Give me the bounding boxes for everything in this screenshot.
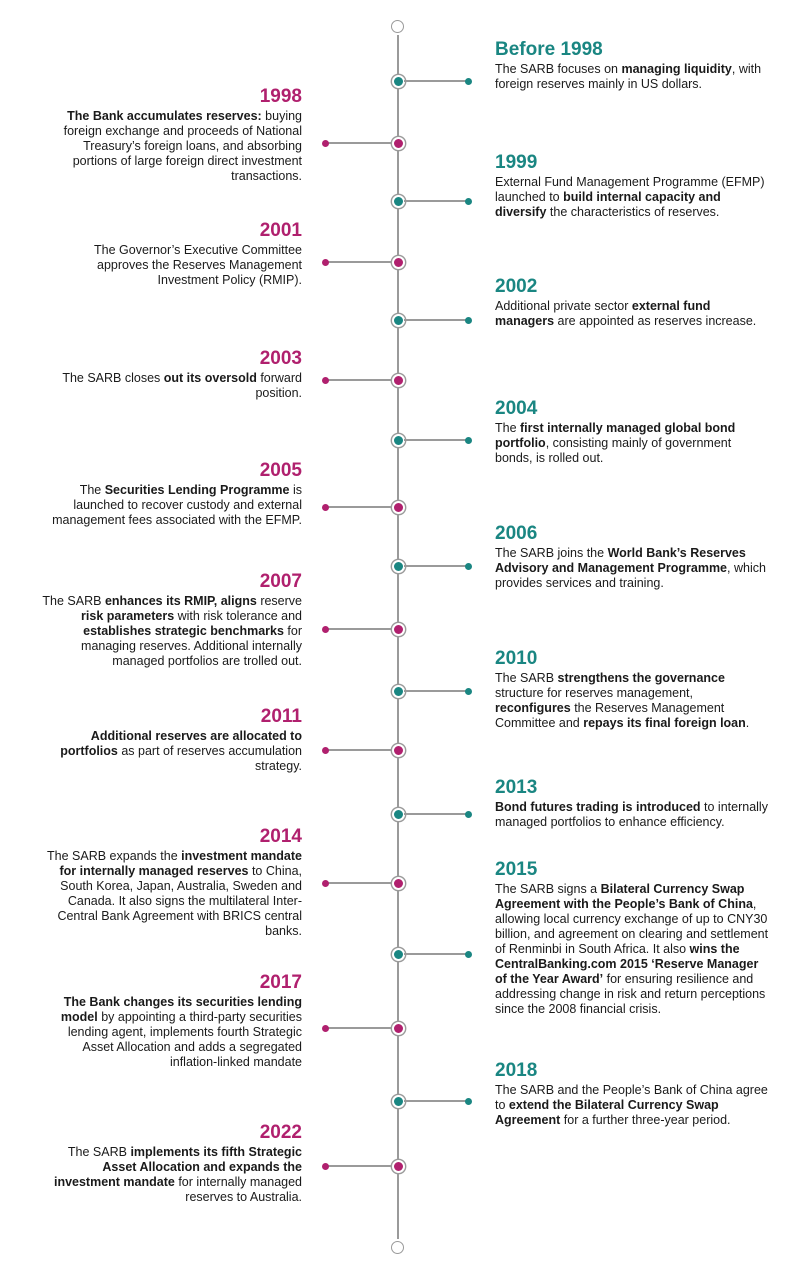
timeline-entry bbox=[40, 826, 302, 939]
connector-dot bbox=[322, 747, 329, 754]
event-description bbox=[40, 1145, 302, 1205]
event-description bbox=[495, 546, 770, 591]
event-description bbox=[40, 729, 302, 774]
event-year: 2017 bbox=[259, 972, 302, 993]
emphasis-text: Securities Lending Programme bbox=[104, 483, 290, 497]
event-year: 2007 bbox=[259, 571, 302, 592]
timeline-entry bbox=[495, 398, 770, 466]
connector-line bbox=[328, 142, 392, 143]
event-year: 2010 bbox=[495, 648, 538, 669]
event-year: 2003 bbox=[259, 348, 302, 369]
timeline-entry bbox=[495, 859, 770, 1017]
body-text: The SARB bbox=[42, 594, 105, 608]
event-description bbox=[495, 175, 770, 220]
event-year: Before 1998 bbox=[495, 39, 603, 60]
event-year: 2006 bbox=[495, 523, 538, 544]
timeline-entry bbox=[495, 276, 770, 329]
connector-dot bbox=[465, 317, 472, 324]
event-year: 2011 bbox=[260, 706, 302, 727]
body-text: The SARB expands the bbox=[47, 849, 182, 863]
timeline-entry bbox=[40, 348, 302, 401]
timeline-node-2018 bbox=[392, 1095, 405, 1108]
event-year: 1999 bbox=[495, 152, 538, 173]
body-text: forward position. bbox=[255, 371, 302, 400]
connector-dot bbox=[322, 1025, 329, 1032]
event-description bbox=[495, 421, 770, 466]
body-text: The bbox=[495, 421, 521, 435]
body-text: , allowing local currency exchange of up to CNY30 billion, and agreement on clearing and settlement of Renminbi in South Africa. It also bbox=[495, 897, 769, 956]
timeline-node-2011 bbox=[392, 744, 405, 757]
body-text: for ensuring resilience and addressing change in risk and return perceptions since the 2008 financial crisis. bbox=[495, 972, 766, 1016]
timeline-node-2002 bbox=[392, 314, 405, 327]
emphasis-text: extend the Bilateral Currency Swap Agreement bbox=[495, 1098, 719, 1127]
event-description bbox=[40, 995, 302, 1070]
connector-line bbox=[404, 813, 468, 814]
timeline-node-2001 bbox=[392, 256, 405, 269]
connector-line bbox=[328, 506, 392, 507]
timeline-node-2015 bbox=[392, 948, 405, 961]
event-year: 2015 bbox=[495, 859, 538, 880]
timeline-entry bbox=[495, 1060, 770, 1128]
body-text: buying foreign exchange and proceeds of National Treasury’s foreign loans, and absorbing portions of large foreign direct investment transactions. bbox=[63, 109, 302, 183]
timeline-node-2005 bbox=[392, 501, 405, 514]
body-text: , consisting mainly of government bonds, is rolled out. bbox=[495, 436, 732, 465]
body-text: , with foreign reserves mainly in US dollars. bbox=[495, 62, 762, 91]
timeline-axis bbox=[397, 35, 399, 1239]
connector-line bbox=[404, 690, 468, 691]
body-text: for managing reserves. Additional internally managed portfolios are trolled out. bbox=[81, 624, 302, 668]
connector-dot bbox=[465, 563, 472, 570]
connector-dot bbox=[322, 377, 329, 384]
body-text: The SARB closes bbox=[62, 371, 164, 385]
event-description bbox=[495, 882, 770, 1017]
connector-line bbox=[404, 200, 468, 201]
emphasis-text: Additional reserves are allocated to portfolios bbox=[60, 729, 302, 758]
connector-dot bbox=[465, 951, 472, 958]
emphasis-text: The Bank accumulates reserves: bbox=[67, 109, 262, 123]
emphasis-text: external fund managers bbox=[495, 299, 711, 328]
emphasis-text: out its oversold bbox=[163, 371, 257, 385]
body-text: The SARB focuses on bbox=[495, 62, 622, 76]
event-year: 2001 bbox=[259, 220, 302, 241]
timeline-entry bbox=[40, 571, 302, 669]
timeline-entry bbox=[40, 972, 302, 1070]
timeline-node-before-1998 bbox=[392, 75, 405, 88]
timeline-entry bbox=[495, 777, 770, 830]
connector-line bbox=[404, 319, 468, 320]
body-text: External Fund Management Programme (EFMP) launched to bbox=[495, 175, 765, 204]
event-description bbox=[40, 243, 302, 288]
body-text: for internally managed reserves to Australia. bbox=[174, 1175, 302, 1204]
emphasis-text: reconfigures bbox=[495, 701, 571, 715]
connector-dot bbox=[322, 504, 329, 511]
event-year: 2018 bbox=[495, 1060, 538, 1081]
connector-line bbox=[328, 628, 392, 629]
body-text: The SARB and the People’s Bank of China agree to bbox=[495, 1083, 768, 1112]
timeline-entry bbox=[495, 523, 770, 591]
event-description bbox=[40, 849, 302, 939]
emphasis-text: establishes strategic benchmarks bbox=[83, 624, 284, 638]
body-text: to China, South Korea, Japan, Australia, Sweden and Canada. It also signs the multilateral Inter-Central Bank Agreement with BRICS central banks. bbox=[57, 864, 302, 938]
connector-dot bbox=[322, 140, 329, 147]
emphasis-text: wins the CentralBanking.com 2015 ‘Reserve Manager of the Year Award’ bbox=[495, 942, 759, 986]
body-text: The SARB joins the bbox=[495, 546, 608, 560]
connector-dot bbox=[465, 198, 472, 205]
connector-dot bbox=[322, 259, 329, 266]
emphasis-text: strengthens the governance bbox=[557, 671, 725, 685]
timeline-node-2014 bbox=[392, 877, 405, 890]
connector-line bbox=[328, 261, 392, 262]
timeline-node-2010 bbox=[392, 685, 405, 698]
connector-line bbox=[328, 1027, 392, 1028]
timeline-entry bbox=[40, 86, 302, 184]
connector-dot bbox=[465, 1098, 472, 1105]
body-text: the Reserves Management Committee and bbox=[495, 701, 725, 730]
timeline-start-circle bbox=[391, 20, 404, 33]
body-text: The SARB bbox=[67, 1145, 131, 1159]
timeline-entry bbox=[495, 648, 770, 731]
body-text: The SARB bbox=[495, 671, 558, 685]
timeline-node-2013 bbox=[392, 808, 405, 821]
body-text: are appointed as reserves increase. bbox=[554, 314, 757, 328]
event-description bbox=[495, 62, 770, 92]
event-description bbox=[495, 299, 770, 329]
emphasis-text: build internal capacity and diversify bbox=[495, 190, 721, 219]
connector-line bbox=[404, 565, 468, 566]
emphasis-text: investment mandate for internally managed reserves bbox=[59, 849, 302, 878]
event-description bbox=[40, 371, 302, 401]
emphasis-text: The Bank changes its securities lending model bbox=[60, 995, 302, 1024]
timeline-entry bbox=[40, 706, 302, 774]
event-description bbox=[40, 483, 302, 528]
event-description bbox=[40, 109, 302, 184]
event-year: 1998 bbox=[259, 86, 302, 107]
body-text: Additional private sector bbox=[495, 299, 632, 313]
timeline-node-1999 bbox=[392, 195, 405, 208]
connector-line bbox=[404, 439, 468, 440]
event-year: 2002 bbox=[495, 276, 538, 297]
emphasis-text: implements its fifth Strategic Asset Allocation and expands the investment mandate bbox=[53, 1145, 302, 1189]
connector-line bbox=[404, 953, 468, 954]
connector-dot bbox=[465, 78, 472, 85]
timeline-node-2017 bbox=[392, 1022, 405, 1035]
emphasis-text: Bilateral Currency Swap Agreement with the People’s Bank of China bbox=[495, 882, 753, 911]
event-description bbox=[495, 800, 770, 830]
timeline-entry bbox=[40, 220, 302, 288]
event-description bbox=[40, 594, 302, 669]
connector-line bbox=[328, 379, 392, 380]
timeline-node-2006 bbox=[392, 560, 405, 573]
emphasis-text: managing liquidity bbox=[621, 62, 732, 76]
event-year: 2005 bbox=[259, 460, 302, 481]
body-text: The bbox=[79, 483, 105, 497]
body-text: as part of reserves accumulation strategy. bbox=[117, 744, 302, 773]
emphasis-text: repays its final foreign loan bbox=[583, 716, 746, 730]
event-year: 2013 bbox=[495, 777, 538, 798]
body-text: the characteristics of reserves. bbox=[546, 205, 720, 219]
timeline-entry bbox=[40, 460, 302, 528]
timeline-end-circle bbox=[391, 1241, 404, 1254]
body-text: is launched to recover custody and external management fees associated with the EFMP. bbox=[52, 483, 302, 527]
body-text: The SARB signs a bbox=[495, 882, 601, 896]
connector-line bbox=[328, 749, 392, 750]
event-year: 2004 bbox=[495, 398, 538, 419]
timeline-node-2007 bbox=[392, 623, 405, 636]
body-text: with risk tolerance and bbox=[174, 609, 302, 623]
body-text: The Governor’s Executive Committee approves the Reserves Management Investment Policy (RMIP). bbox=[94, 243, 302, 287]
connector-dot bbox=[322, 626, 329, 633]
emphasis-text: first internally managed global bond portfolio bbox=[495, 421, 736, 450]
event-description bbox=[495, 671, 770, 731]
timeline-node-1998 bbox=[392, 137, 405, 150]
body-text: by appointing a third-party securities lending agent, implements fourth Strategic Asset Allocation and adds a segregated inflation-linked mandate bbox=[67, 1010, 302, 1069]
connector-dot bbox=[465, 811, 472, 818]
connector-dot bbox=[322, 880, 329, 887]
timeline-entry bbox=[495, 152, 770, 220]
emphasis-text: risk parameters bbox=[81, 609, 175, 623]
body-text: . bbox=[745, 716, 750, 730]
connector-line bbox=[328, 1165, 392, 1166]
emphasis-text: Bond futures trading is introduced bbox=[495, 800, 701, 814]
connector-line bbox=[404, 1100, 468, 1101]
connector-line bbox=[404, 80, 468, 81]
connector-dot bbox=[465, 688, 472, 695]
event-year: 2014 bbox=[259, 826, 302, 847]
timeline-entry bbox=[495, 39, 770, 92]
timeline-entry bbox=[40, 1122, 302, 1205]
event-description bbox=[495, 1083, 770, 1128]
connector-dot bbox=[322, 1163, 329, 1170]
body-text: for a further three-year period. bbox=[560, 1113, 731, 1127]
body-text: structure for reserves management, bbox=[495, 686, 693, 700]
event-year: 2022 bbox=[259, 1122, 302, 1143]
timeline-node-2022 bbox=[392, 1160, 405, 1173]
connector-dot bbox=[465, 437, 472, 444]
emphasis-text: World Bank’s Reserves Advisory and Management Programme bbox=[495, 546, 746, 575]
emphasis-text: enhances its RMIP, aligns bbox=[104, 594, 257, 608]
body-text: to internally managed portfolios to enhance efficiency. bbox=[495, 800, 768, 829]
body-text: , which provides services and training. bbox=[495, 561, 766, 590]
body-text: reserve bbox=[256, 594, 302, 608]
timeline-node-2003 bbox=[392, 374, 405, 387]
timeline-node-2004 bbox=[392, 434, 405, 447]
connector-line bbox=[328, 882, 392, 883]
